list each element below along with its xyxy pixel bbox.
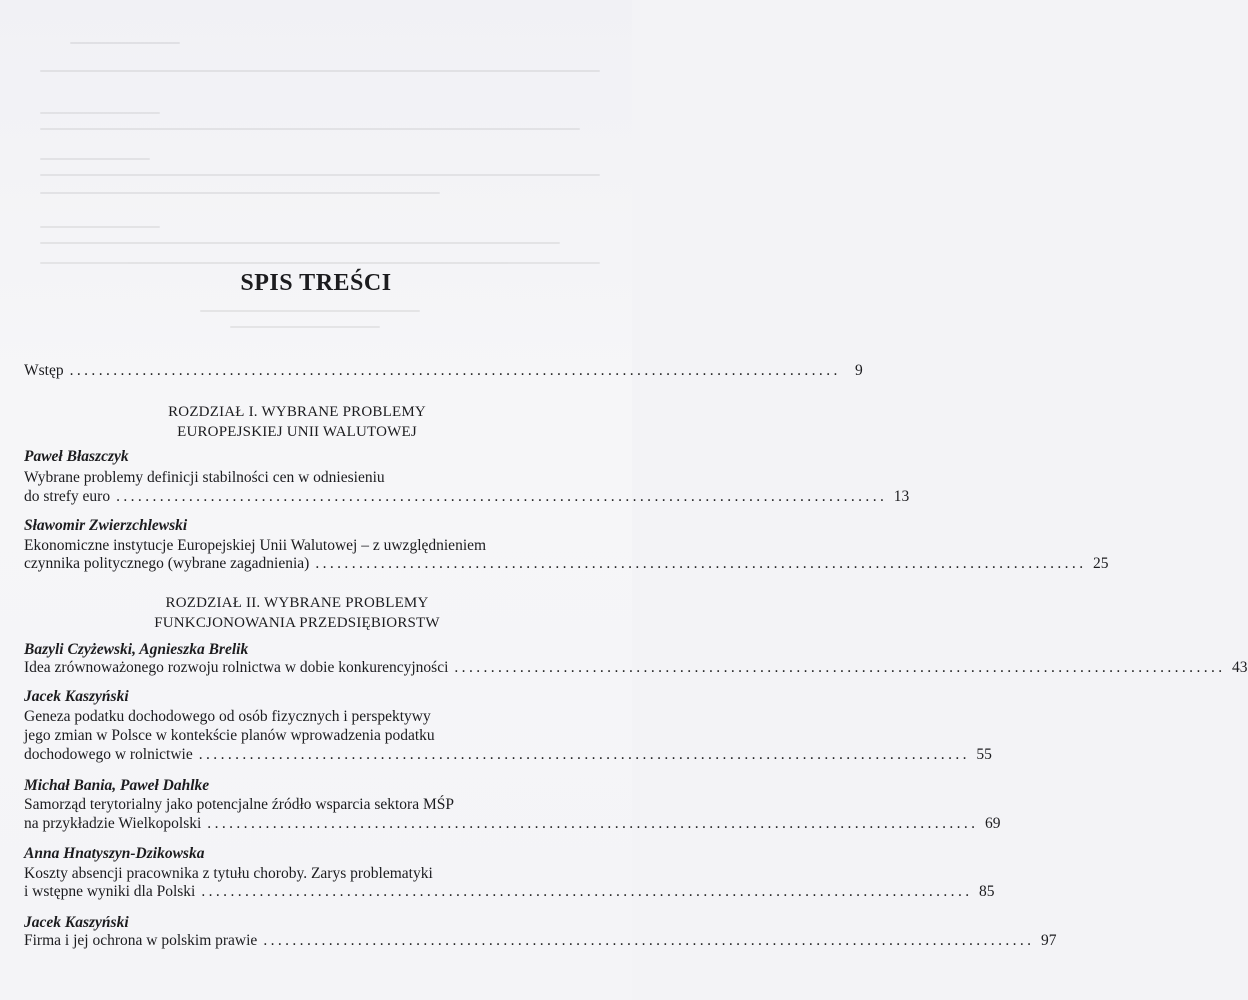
chapter-heading-1: [24, 402, 570, 442]
leader-dots: ..........................................................................................................: [207, 815, 979, 832]
toc-entry-intro[interactable]: [24, 360, 863, 381]
toc-entry[interactable]: [24, 553, 1109, 574]
entry-title-line: na przykładzie Wielkopolski: [24, 815, 202, 832]
entry-author: Paweł Błaszczyk: [24, 448, 129, 465]
chapter-heading-line: ROZDZIAŁ II. WYBRANE PROBLEMY: [165, 595, 429, 611]
entry-title-line: Koszty absencji pracownika z tytułu choroby. Zarys problematyki: [24, 865, 433, 882]
entry-title-line: Wybrane problemy definicji stabilności cen w odniesieniu: [24, 469, 385, 486]
toc-page-number: 9: [855, 362, 863, 379]
toc-page-number: 55: [976, 746, 992, 763]
entry-title-line: jego zmian w Polsce w kontekście planów wprowadzenia podatku: [24, 727, 435, 744]
toc-entry-label: Wstęp: [24, 362, 64, 379]
toc-entry[interactable]: [24, 657, 1248, 678]
page-title: SPIS TREŚCI: [240, 270, 392, 296]
entry-author: Michał Bania, Paweł Dahlke: [24, 777, 210, 794]
entry-author: Jacek Kaszyński: [24, 914, 129, 931]
entry-author: Anna Hnatyszyn-Dzikowska: [24, 845, 205, 862]
toc-page-number: 43: [1232, 659, 1248, 676]
leader-dots: ..........................................................................................................: [454, 659, 1226, 676]
toc-page-number: 69: [984, 815, 1001, 832]
chapter-heading-line: EUROPEJSKIEJ UNII WALUTOWEJ: [177, 424, 417, 440]
leader-dots: ..........................................................................................................: [198, 746, 970, 763]
chapter-heading-2: [24, 593, 570, 633]
entry-title-line: dochodowego w rolnictwie: [24, 746, 193, 763]
entry-author: Sławomir Zwierzchlewski: [24, 517, 188, 534]
toc-entry[interactable]: [24, 813, 1001, 834]
toc-page-number: 97: [1040, 932, 1057, 949]
entry-author: Jacek Kaszyński: [24, 688, 129, 705]
toc-entry[interactable]: [24, 930, 1057, 951]
entry-title-line: Idea zrównoważonego rozwoju rolnictwa w dobie konkurencyjności: [24, 659, 449, 676]
toc-page-number: 25: [1092, 555, 1109, 572]
toc-page-number: 85: [979, 883, 995, 900]
entry-title-line: do strefy euro: [24, 488, 111, 505]
entry-title-line: czynnika politycznego (wybrane zagadnienia): [24, 555, 310, 572]
entry-title-line: Ekonomiczne instytucje Europejskiej Unii Walutowej – z uwzględnieniem: [24, 537, 487, 554]
toc-entry[interactable]: [24, 744, 992, 765]
entry-title-line: Firma i jej ochrona w polskim prawie: [24, 932, 258, 949]
leader-dots: ..........................................................................................................: [263, 932, 1035, 949]
entry-title-line: Geneza podatku dochodowego od osób fizycznych i perspektywy: [24, 708, 431, 725]
entry-title-line: i wstępne wyniki dla Polski: [24, 883, 196, 900]
leader-dots: ..........................................................................................................: [69, 362, 841, 379]
leader-dots: ..........................................................................................................: [315, 555, 1087, 572]
leader-dots: ..........................................................................................................: [116, 488, 888, 505]
toc-entry[interactable]: [24, 486, 910, 507]
toc-entry[interactable]: [24, 881, 995, 902]
entry-author: Bazyli Czyżewski, Agnieszka Brelik: [24, 641, 249, 658]
entry-title-line: Samorząd terytorialny jako potencjalne źródło wsparcia sektora MŚP: [24, 796, 454, 813]
toc-page-number: 13: [893, 488, 910, 505]
chapter-heading-line: FUNKCJONOWANIA PRZEDSIĘBIORSTW: [154, 615, 440, 631]
leader-dots: ..........................................................................................................: [201, 883, 973, 900]
chapter-heading-line: ROZDZIAŁ I. WYBRANE PROBLEMY: [168, 404, 426, 420]
